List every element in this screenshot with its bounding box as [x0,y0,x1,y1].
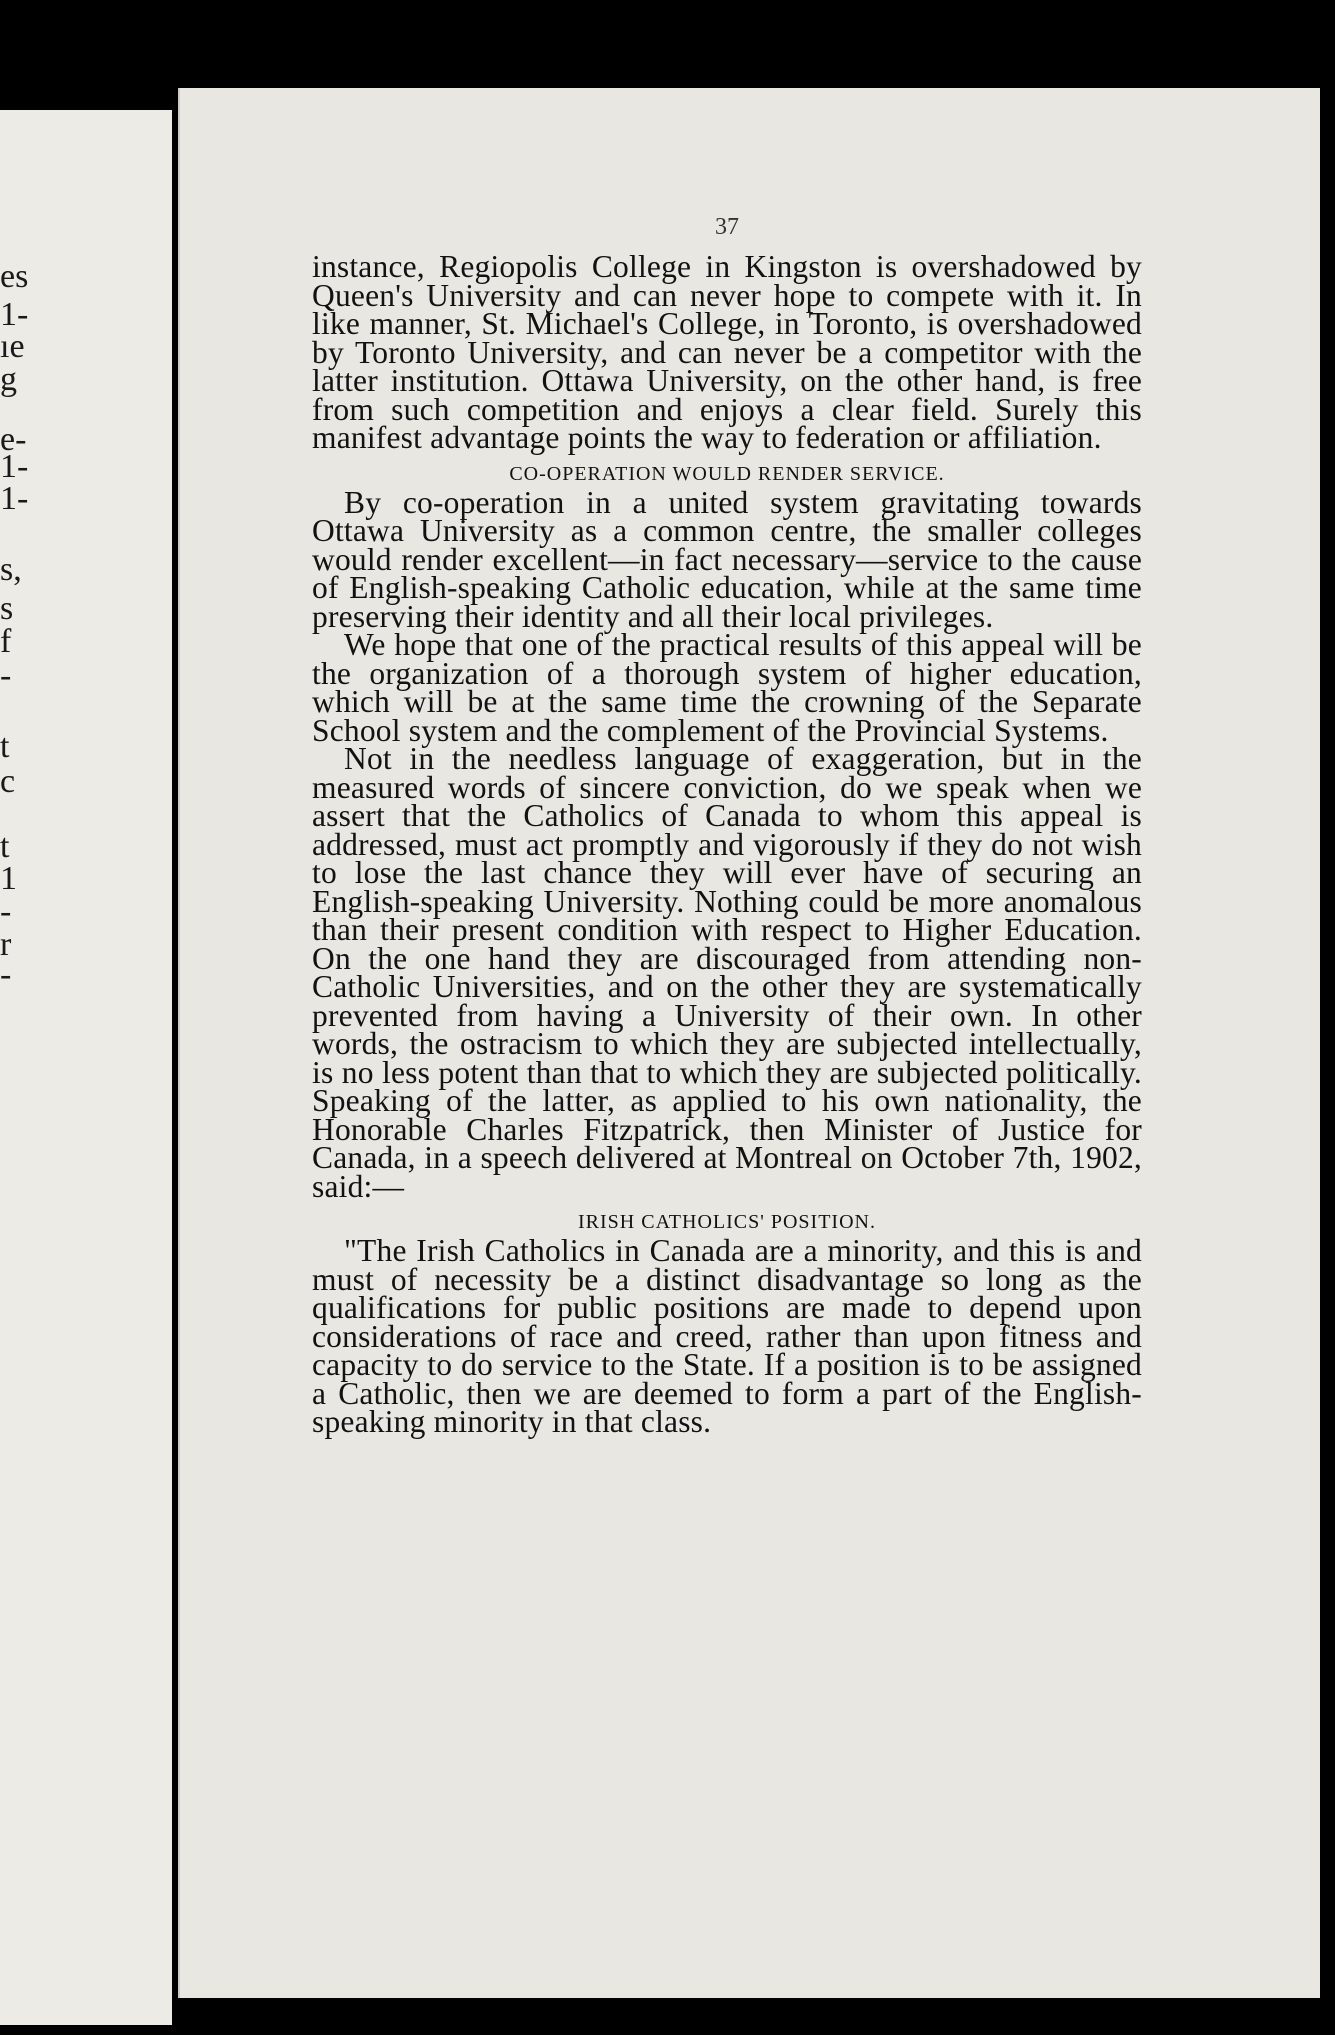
facing-page-fragment: ıe [0,328,25,365]
paragraph: Not in the needless language of exaggeration, but in the measured words of sincere conviction, do we speak when we assert that the Catholics of Canada to whom this appeal is addressed, must act promptly and vigorously if they do not wish to lose the last chance they will ever have of securing an English-speaking University. Nothing could be more anomalous than their present condition with respect to Higher Education. On the one hand they are discouraged from attending non-Catholic Universities, and on the other they are systematically prevented from having a University of their own. In other words, the ostracism to which they are subjected intellectually, is no less potent than that to which they are subjected politically. Speaking of the latter, as applied to his own nationality, the Honorable Charles Fitzpatrick, then Minister of Justice for Canada, in a speech delivered at Montreal on October 7th, 1902, said:— [312,741,1142,1204]
paragraph: We hope that one of the practical results of this appeal will be the organization of a thorough system of higher education, which will be at the same time the crowning of the Separate School system and the complement of the Provincial Systems. [312,627,1142,748]
paragraph: By co-operation in a united system gravitating towards Ottawa University as a common centre, the smaller colleges would render excellent—in fact necessary—service to the cause of English-speaking Catholic education, while at the same time preserving their identity and all their local privileges. [312,484,1142,634]
facing-page-fragment: 1- [0,448,29,485]
page-number: 37 [715,214,739,240]
facing-page-fragment: 1- [0,296,29,333]
facing-page-fragment: 1- [0,480,29,517]
facing-page-fragment: es [0,258,29,295]
facing-page-fragment: r [0,926,12,963]
facing-page-fragment: e- [0,421,27,458]
facing-page-fragment: 1 [0,860,17,897]
facing-page-fragment: t [0,828,10,865]
facing-page-fragment: t [0,728,10,765]
facing-page-fragment: s [0,590,14,627]
facing-page-fragment: f [0,623,12,660]
section-heading: CO-OPERATION WOULD RENDER SERVICE. [509,462,945,485]
page-body [312,215,1142,1437]
paragraph: instance, Regiopolis College in Kingston is overshadowed by Queen's University and can never hope to compete with it. In like manner, St. Michael's College, in Toronto, is overshadowed by Toronto University, and can never be a competitor with the latter institution. Ottawa University, on the other hand, is free from such competition and enjoys a clear field. Surely this manifest advantage points the way to federation or affiliation. [312,249,1142,455]
facing-page-fragment: - [0,956,12,993]
paragraph: "The Irish Catholics in Canada are a minority, and this is and must of necessity be a distinct disadvantage so long as the qualifications for public positions are made to depend upon considerations of race and creed, rather than upon fitness and capacity to do service to the State. If a position is to be assigned a Catholic, then we are deemed to form a part of the English-speaking minority in that class. [312,1233,1142,1439]
facing-page-fragment: - [0,657,12,694]
facing-page-fragment: - [0,893,12,930]
facing-page-fragment: g [0,361,17,398]
facing-page-fragment: c [0,763,16,800]
section-heading: IRISH CATHOLICS' POSITION. [578,1211,876,1233]
facing-page-fragment: s, [0,551,22,588]
facing-page-edge [0,110,172,2025]
